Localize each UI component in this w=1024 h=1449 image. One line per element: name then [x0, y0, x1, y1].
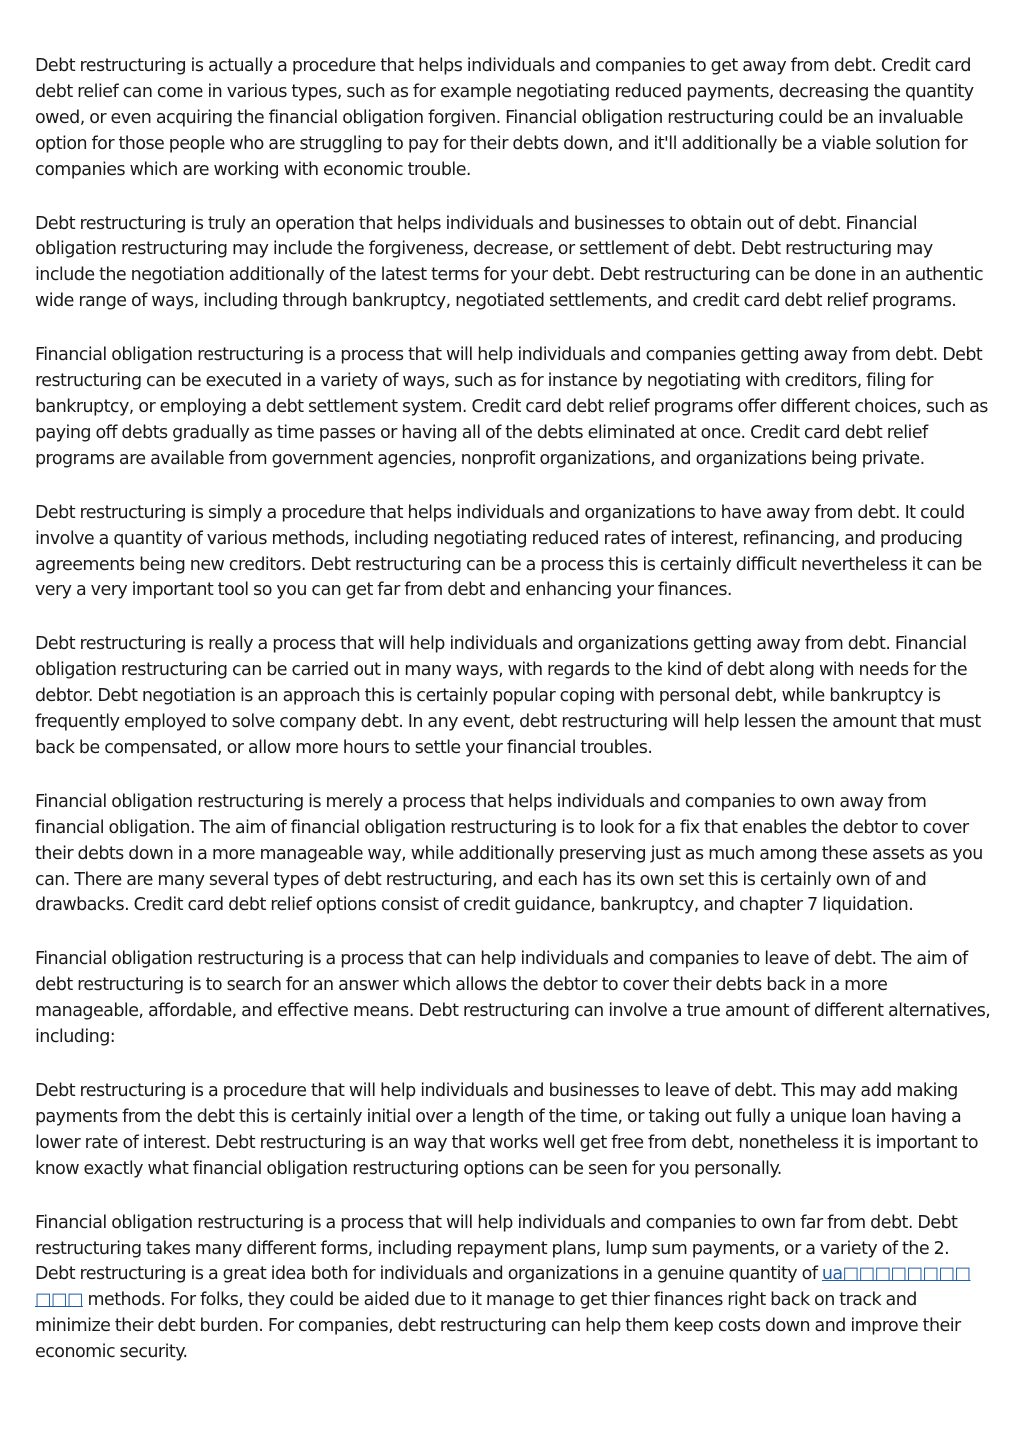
paragraph-9-text-start: Financial obligation restructuring is a process that will help individuals and companies to own far from debt. Debt restructuring takes many different forms, including repayment plans, lump sum payments, or a variety of the 2. Debt restructuring is a great idea both for individuals and organizations in a genuine quantity of: [35, 1212, 958, 1285]
paragraph-8: Debt restructuring is a procedure that will help individuals and businesses to leave of debt. This may add making payments from the debt this is certainly initial over a length of the time, or taking out fully a unique loan having a lower rate of interest. Debt restructuring is an way that works well get free from debt, nonetheless it is important to know exactly what financial obligation restructuring options can be seen for you personally.: [35, 1081, 978, 1179]
paragraph-7: Financial obligation restructuring is a process that can help individuals and companies to leave of debt. The aim of debt restructuring is to search for an answer which allows the debtor to cover their debts back in a more manageable, affordable, and effective means. Debt restructuring can involve a true amount of different alternatives, including:: [35, 949, 991, 1048]
paragraph-4: Debt restructuring is simply a procedure that helps individuals and organizations to have away from debt. It could involve a quantity of various methods, including negotiating reduced rates of interest, refinancing, and producing agreements being new creditors. Debt restructuring can be a process this is certainly difficult nevertheless it can be very a very important tool so you can get far from debt and enhancing your finances.: [35, 502, 982, 601]
paragraph-9-text-end: methods. For folks, they could be aided due to it manage to get thier finances right back on track and minimize their debt burden. For companies, debt restructuring can help them keep costs down and improve their economic security.: [35, 1290, 961, 1363]
paragraph-1: Debt restructuring is actually a procedure that helps individuals and companies to get away from debt. Credit card debt relief can come in various types, such as for example negotiating reduced payments, decreasing the quantity owed, or even acquiring the financial obligation forgiven. Financial obligation restructuring could be an invaluable option for those people who are struggling to pay for their debts down, and it'll additionally be a viable solution for companies which are working with economic trouble.: [35, 56, 974, 180]
paragraph-6: Financial obligation restructuring is merely a process that helps individuals and companies to own away from financial obligation. The aim of financial obligation restructuring is to look for a fix that enables the debtor to cover their debts down in a more manageable way, while additionally preserving just as much among these assets as you can. There are many several types of debt restructuring, and each has its own set this is certainly own of and drawbacks. Credit card debt relief options consist of credit guidance, bankruptcy, and chapter 7 liquidation.: [35, 791, 983, 916]
paragraph-9: [35, 1211, 993, 1366]
paragraph-5: Debt restructuring is really a process that will help individuals and organizations getting away from debt. Financial obligation restructuring can be carried out in many ways, with regards to the kind of debt along with needs for the debtor. Debt negotiation is an approach this is certainly popular coping with personal debt, while bankruptcy is frequently employed to solve company debt. In any event, debt restructuring will help lessen the amount that must back be compensated, or allow more hours to settle your financial troubles.: [35, 634, 981, 758]
article-body: [35, 54, 993, 1394]
inline-link[interactable]: ua□□□□□□□□ □□□: [35, 1264, 971, 1311]
paragraph-3: Financial obligation restructuring is a process that will help individuals and companies getting away from debt. Debt restructuring can be executed in a variety of ways, such as for instance by negotiating with creditors, filing for bankruptcy, or employing a debt settlement system. Credit card debt relief programs offer different choices, such as paying off debts gradually as time passes or having all of the debts eliminated at once. Credit card debt relief programs are available from government agencies, nonprofit organizations, and organizations being private.: [35, 345, 988, 469]
paragraph-2: Debt restructuring is truly an operation that helps individuals and businesses to obtain out of debt. Financial obligation restructuring may include the forgiveness, decrease, or settlement of debt. Debt restructuring may include the negotiation additionally of the latest terms for your debt. Debt restructuring can be done in an authentic wide range of ways, including through bankruptcy, negotiated settlements, and credit card debt relief programs.: [35, 213, 984, 312]
